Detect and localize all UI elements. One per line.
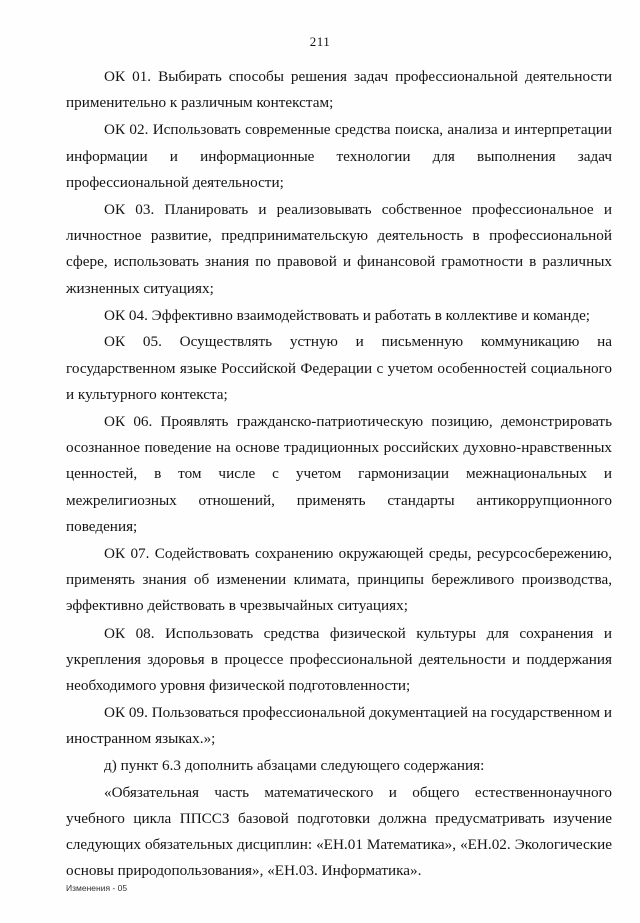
paragraph-ok-06: ОК 06. Проявлять гражданско-патриотическую позицию, демонстрировать осознанное поведение на основе традиционных российских духовно-нравственных ценностей, в том числе с учетом гармонизации межнациональных и межрелигиозных отношений, применять стандарты антикоррупционного поведения; bbox=[66, 413, 612, 535]
paragraph-ok-08: ОК 08. Использовать средства физической культуры для сохранения и укрепления здоровья в процессе профессиональной деятельности и поддержания необходимого уровня физической подготовленности; bbox=[66, 624, 612, 695]
page-number: 211 bbox=[309, 34, 331, 49]
document-body bbox=[66, 64, 612, 885]
paragraph-ok-07: ОК 07. Содействовать сохранению окружающей среды, ресурсосбережению, применять знания об изменении климата, принципы бережливого производства, эффективно действовать в чрезвычайных ситуациях; bbox=[66, 545, 612, 615]
paragraph-ok-03: ОК 03. Планировать и реализовывать собственное профессиональное и личностное развитие, предпринимательскую деятельность в профессиональной сфере, использовать знания по правовой и финансовой грамотности в различных жизненных ситуациях; bbox=[66, 201, 612, 297]
footer-revision-note: Изменения - 05 bbox=[66, 883, 128, 893]
paragraph-amendment-point: д) пункт 6.3 дополнить абзацами следующего содержания: bbox=[104, 757, 485, 775]
paragraph-mandatory-disciplines: «Обязательная часть математического и общего естественнонаучного учебного цикла ППССЗ базовой подготовки должна предусматривать изучение следующих обязательных дисциплин: «ЕН.01 Математика», «ЕН.02. Экологические основы природопользования», «ЕН.03. Информатика». bbox=[66, 783, 612, 880]
paragraph-ok-02: ОК 02. Использовать современные средства поиска, анализа и интерпретации информации и информационные технологии для выполнения задач профессиональной деятельности; bbox=[66, 121, 612, 191]
paragraph-ok-04: ОК 04. Эффективно взаимодействовать и работать в коллективе и команде; bbox=[104, 306, 591, 324]
paragraph-ok-09: ОК 09. Пользоваться профессиональной документацией на государственном и иностранном языках.»; bbox=[66, 704, 612, 748]
paragraph-ok-01: ОК 01. Выбирать способы решения задач профессиональной деятельности применительно к различным контекстам; bbox=[66, 68, 612, 112]
paragraph-ok-05: ОК 05. Осуществлять устную и письменную коммуникацию на государственном языке Российской Федерации с учетом особенностей социального и культурного контекста; bbox=[66, 333, 612, 403]
